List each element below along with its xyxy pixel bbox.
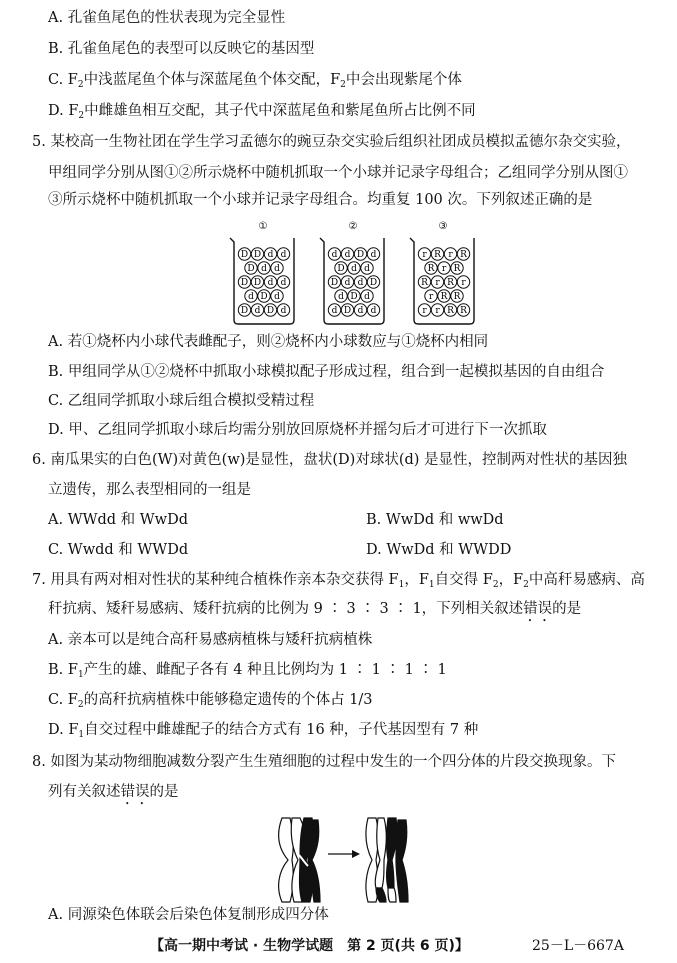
q5-option-b: B. 甲组同学从①②烧杯中抓取小球模拟配子形成过程，组合到一起模拟基因的自由组合 bbox=[48, 364, 605, 380]
ball-letter: d bbox=[370, 250, 377, 261]
ball-letter: D bbox=[350, 292, 358, 303]
q5-stem-line3: ③所示烧杯中随机抓取一个小球并记录字母组合。均重复 100 次。下列叙述正确的是 bbox=[48, 192, 593, 208]
ball-letter: R bbox=[434, 250, 441, 261]
q4-option-c-sub2: 2 bbox=[340, 80, 346, 90]
ball-letter: d bbox=[364, 292, 370, 303]
ball-letter: R bbox=[460, 250, 467, 261]
q7-option-b-part1: B. F bbox=[48, 662, 78, 678]
q7-option-c-sub: 2 bbox=[77, 700, 84, 710]
ball-letter: D bbox=[240, 306, 249, 317]
q7-stem-part5: 中高秆易感病、高 bbox=[528, 572, 645, 588]
ball-letter: D bbox=[369, 278, 378, 289]
ball-letter: D bbox=[253, 278, 262, 289]
q4-option-d-part2: 中雌雄鱼相互交配，其子代中深蓝尾鱼和紫尾鱼所占比例不同 bbox=[84, 103, 476, 119]
q4-option-a: A. 孔雀鱼尾色的性状表现为完全显性 bbox=[48, 10, 286, 26]
q4-option-c-part1: C. F bbox=[48, 72, 78, 88]
q8-option-a: A. 同源染色体联会后染色体复制形成四分体 bbox=[48, 907, 329, 923]
ball-letter: D bbox=[240, 250, 249, 261]
q7-sub-f1b: 1 bbox=[428, 580, 435, 590]
ball-letter: R bbox=[447, 278, 454, 289]
q6-stem-line1: 6. 南瓜果实的白色(W)对黄色(w)是显性，盘状(D)对球状(d) 是显性，控制两对性状的基因独 bbox=[32, 452, 628, 468]
ball-letter: r bbox=[435, 306, 440, 317]
q8-stem-line1: 8. 如图为某动物细胞减数分裂产生生殖细胞的过程中发生的一个四分体的片段交换现象。下 bbox=[32, 754, 616, 770]
q7-option-d-part1: D. F bbox=[48, 722, 79, 738]
ball-letter: d bbox=[267, 250, 274, 261]
ball-letter: d bbox=[254, 306, 261, 317]
q4-option-d bbox=[48, 101, 476, 121]
ball-letter: D bbox=[247, 264, 255, 275]
q7-option-d-sub: 1 bbox=[78, 730, 85, 740]
ball-letter: d bbox=[248, 292, 254, 303]
q6-option-d: D. WwDd 和 WWDD bbox=[366, 542, 512, 558]
ball-letter: r bbox=[461, 278, 466, 289]
ball-letter: D bbox=[253, 250, 262, 261]
q4-option-c-part3: 中会出现紫尾个体 bbox=[345, 72, 462, 88]
exam-code: 25－L－667A bbox=[532, 938, 624, 954]
q8-stem2-part1: 列有关叙述 bbox=[48, 784, 121, 800]
q4-option-d-part1: D. F bbox=[48, 103, 79, 119]
q7-option-b-part2: 产生的雄、雌配子各有 4 种且比例均为 1 ∶ 1 ∶ 1 ∶ 1 bbox=[83, 662, 447, 678]
ball-letter: d bbox=[331, 250, 338, 261]
ball-letter: r bbox=[422, 306, 427, 317]
q7-stem2-part1: 秆抗病、矮秆易感病、矮秆抗病的比例为 9 ∶ 3 ∶ 3 ∶ 1，下列相关叙述 bbox=[48, 601, 524, 617]
q8-emphasis-wrong: 错误 bbox=[120, 784, 150, 800]
q7-option-c-part1: C. F bbox=[48, 692, 78, 708]
page-footer: 【高一期中考试 · 生物学试题 第 2 页(共 6 页)】 bbox=[150, 938, 469, 954]
ball-letter: D bbox=[266, 306, 275, 317]
q7-stem-line2 bbox=[48, 599, 581, 625]
ball-letter: R bbox=[440, 292, 448, 303]
beaker-label: ③ bbox=[438, 221, 448, 232]
beaker-3 bbox=[410, 221, 474, 324]
ball-letter: d bbox=[351, 264, 357, 275]
ball-letter: r bbox=[441, 264, 447, 275]
q7-option-d bbox=[48, 720, 478, 740]
q7-option-c-part2: 的高秆抗病植株中能够稳定遗传的个体占 1/3 bbox=[83, 692, 373, 708]
ball-letter: D bbox=[240, 278, 249, 289]
q7-stem-line1 bbox=[32, 570, 645, 590]
q7-option-b-sub: 1 bbox=[77, 670, 84, 680]
q6-stem-line2: 立遗传，那么表型相同的一组是 bbox=[48, 482, 251, 498]
ball-letter: r bbox=[428, 292, 434, 303]
q4-option-d-sub: 2 bbox=[78, 111, 85, 121]
q7-stem-part2: ，F bbox=[404, 572, 429, 588]
ball-letter: R bbox=[453, 292, 461, 303]
ball-letter: R bbox=[427, 264, 435, 275]
ball-letter: d bbox=[280, 306, 287, 317]
ball-letter: d bbox=[357, 278, 364, 289]
tetrad-after bbox=[366, 818, 408, 902]
ball-letter: d bbox=[370, 306, 377, 317]
beaker-2 bbox=[320, 221, 384, 324]
q5-option-d: D. 甲、乙组同学抓取小球后均需分别放回原烧杯并摇匀后才可进行下一次抓取 bbox=[48, 422, 547, 438]
q7-stem2-part2: 的是 bbox=[552, 601, 582, 617]
ball-letter: d bbox=[331, 306, 338, 317]
ball-letter: d bbox=[274, 292, 280, 303]
ball-letter: D bbox=[343, 306, 352, 317]
ball-letter: D bbox=[356, 250, 365, 261]
q7-stem-part1: 7. 用具有两对相对性状的某种纯合植株作亲本杂交获得 F bbox=[32, 572, 399, 588]
q7-stem-part3: 自交得 F bbox=[434, 572, 493, 588]
q6-option-c: C. Wwdd 和 WWDd bbox=[48, 542, 189, 558]
q7-sub-f1a: 1 bbox=[398, 580, 405, 590]
ball-letter: d bbox=[338, 292, 344, 303]
q4-option-b: B. 孔雀鱼尾色的表型可以反映它的基因型 bbox=[48, 41, 315, 57]
ball-letter: D bbox=[330, 278, 339, 289]
q7-emphasis-wrong: 错误 bbox=[523, 601, 553, 617]
ball-letter: D bbox=[260, 292, 268, 303]
ball-letter: r bbox=[422, 250, 427, 261]
q4-option-c bbox=[48, 70, 462, 90]
ball-letter: R bbox=[447, 306, 454, 317]
ball-letter: d bbox=[357, 306, 364, 317]
q8-stem2-part2: 的是 bbox=[149, 784, 179, 800]
q7-sub-f2b: 2 bbox=[523, 580, 529, 590]
ball-letter: D bbox=[337, 264, 345, 275]
ball-letter: d bbox=[280, 278, 287, 289]
q7-option-a: A. 亲本可以是纯合高秆易感病植株与矮秆抗病植株 bbox=[48, 632, 373, 648]
chromosome-crossover-figure bbox=[268, 814, 418, 906]
q4-option-c-part2: 中浅蓝尾鱼个体与深蓝尾鱼个体交配，F bbox=[83, 72, 341, 88]
q4-option-c-sub1: 2 bbox=[77, 80, 84, 90]
ball-letter: R bbox=[453, 264, 461, 275]
q5-option-a: A. 若①烧杯内小球代表雌配子，则②烧杯内小球数应与①烧杯内相同 bbox=[48, 334, 489, 350]
q7-option-d-part2: 自交过程中雌雄配子的结合方式有 16 种，子代基因型有 7 种 bbox=[84, 722, 479, 738]
beaker-figure bbox=[228, 216, 478, 326]
beaker-label: ① bbox=[258, 221, 268, 232]
q7-option-b bbox=[48, 660, 447, 680]
q6-option-b: B. WwDd 和 wwDd bbox=[366, 512, 504, 528]
q5-stem-line1: 5. 某校高一生物社团在学生学习孟德尔的豌豆杂交实验后组织社团成员模拟孟德尔杂交实验， bbox=[32, 134, 631, 150]
beaker-1 bbox=[230, 221, 294, 324]
arrow-icon bbox=[328, 850, 360, 858]
ball-letter: d bbox=[274, 264, 280, 275]
ball-letter: d bbox=[364, 264, 370, 275]
ball-letter: d bbox=[344, 250, 351, 261]
ball-letter: d bbox=[344, 278, 351, 289]
q8-stem-line2 bbox=[48, 782, 179, 808]
q5-option-c: C. 乙组同学抓取小球后组合模拟受精过程 bbox=[48, 393, 315, 409]
ball-letter: R bbox=[460, 306, 467, 317]
tetrad-before bbox=[279, 818, 320, 902]
q5-stem-line2: 甲组同学分别从图①②所示烧杯中随机抓取一个小球并记录字母组合；乙组同学分别从图① bbox=[48, 165, 628, 181]
q7-option-c bbox=[48, 690, 373, 710]
q7-sub-f2a: 2 bbox=[492, 580, 499, 590]
ball-letter: d bbox=[261, 264, 267, 275]
q7-stem-part4: ，F bbox=[498, 572, 524, 588]
beaker-label: ② bbox=[348, 221, 358, 232]
q6-option-a: A. WWdd 和 WwDd bbox=[48, 512, 189, 528]
ball-letter: r bbox=[448, 250, 453, 261]
ball-letter: d bbox=[267, 278, 274, 289]
ball-letter: r bbox=[435, 278, 440, 289]
ball-letter: R bbox=[421, 278, 428, 289]
ball-letter: d bbox=[280, 250, 287, 261]
